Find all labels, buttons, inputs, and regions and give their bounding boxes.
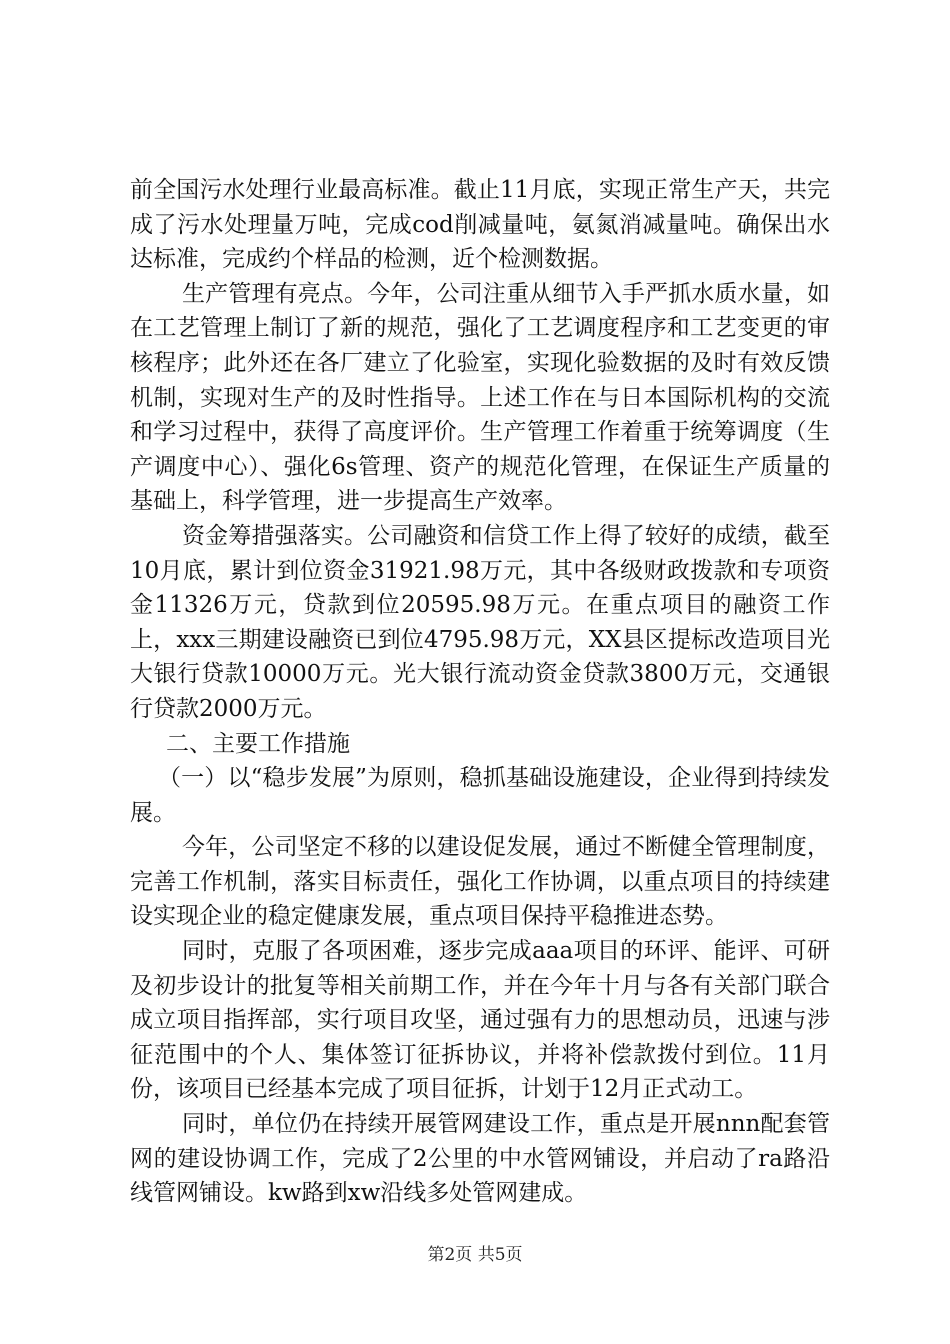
document-body	[130, 173, 830, 1211]
paragraph-aaa-project: 同时，克服了各项困难，逐步完成aaa项目的环评、能评、可研及初步设计的批复等相关前期工作，并在今年十月与各有关部门联合成立项目指挥部，实行项目攻坚，通过强有力的思想动员，迅速与涉征范围中的个人、集体签订征拆协议，并将补偿款拨付到位。11月份，该项目已经基本完成了项目征拆，计划于12月正式动工。	[130, 938, 830, 1103]
section-heading-main-measures: 二、主要工作措施	[166, 730, 350, 757]
paragraph-wastewater-results: 前全国污水处理行业最高标准。截止11月底，实现正常生产天，共完成了污水处理量万吨，完成cod削减量吨，氨氮消减量吨。确保出水达标准，完成约个样品的检测，近个检测数据。	[130, 177, 830, 273]
paragraph-production-management: 生产管理有亮点。今年，公司注重从细节入手严抓水质水量，如在工艺管理上制订了新的规范，强化了工艺调度程序和工艺变更的审核程序；此外还在各厂建立了化验室，实现化验数据的及时有效反馈机制，实现对生产的及时性指导。上述工作在与日本国际机构的交流和学习过程中，获得了高度评价。生产管理工作着重于统筹调度（生产调度中心）、强化6s管理、资产的规范化管理，在保证生产质量的基础上，科学管理，进一步提高生产效率。	[130, 280, 830, 515]
paragraph-pipe-network: 同时，单位仍在持续开展管网建设工作，重点是开展nnn配套管网的建设协调工作，完成了2公里的中水管网铺设，并启动了ra路沿线管网铺设。kw路到xw沿线多处管网建成。	[130, 1111, 830, 1207]
paragraph-funding: 资金筹措强落实。公司融资和信贷工作上得了较好的成绩，截至10月底，累计到位资金31921.98万元，其中各级财政拨款和专项资金11326万元，贷款到位20595.98万元。在重点项目的融资工作上，xxx三期建设融资已到位4795.98万元，XX县区提标改造项目光大银行贷款10000万元。光大银行流动资金贷款3800万元，交通银行贷款2000万元。	[130, 522, 830, 722]
page-footer: 第2页 共5页	[427, 1245, 523, 1265]
paragraph-construction-development: 今年，公司坚定不移的以建设促发展，通过不断健全管理制度，完善工作机制，落实目标责任，强化工作协调，以重点项目的持续建设实现企业的稳定健康发展，重点项目保持平稳推进态势。	[130, 834, 830, 930]
subsection-heading-steady-development: （一）以“稳步发展”为原则，稳抓基础设施建设，企业得到持续发展。	[130, 765, 830, 826]
